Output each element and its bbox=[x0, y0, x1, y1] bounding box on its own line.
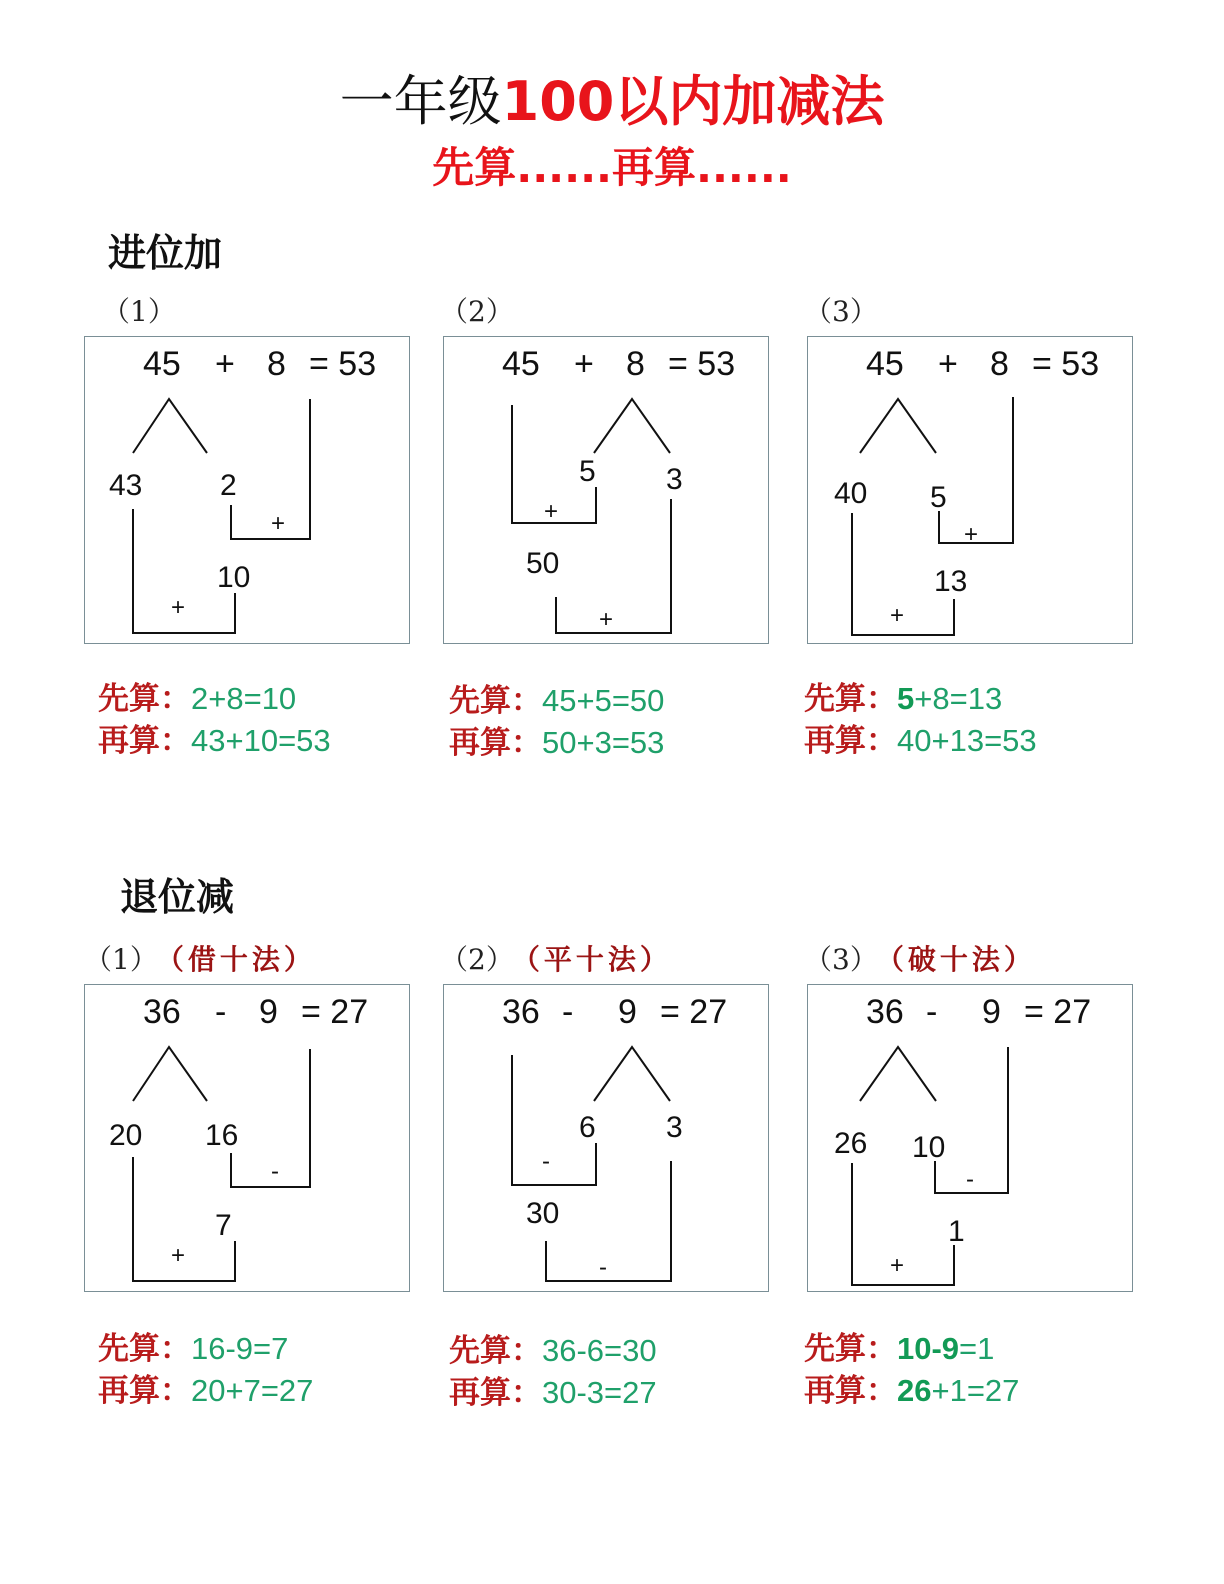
method-name: （平十法） bbox=[525, 943, 672, 976]
decomposition-diagram bbox=[84, 336, 410, 644]
decomposition-diagram bbox=[807, 984, 1133, 1292]
problem-number: （1） bbox=[84, 943, 158, 976]
equation-minuend: 36 bbox=[143, 993, 181, 1031]
connector-lines bbox=[512, 399, 671, 633]
equation-result: = 53 bbox=[668, 345, 736, 383]
step-equation bbox=[897, 1373, 1019, 1408]
step-equation: 30-3=27 bbox=[542, 1375, 657, 1410]
step-second bbox=[98, 720, 331, 762]
step-label: 再算： bbox=[804, 1373, 897, 1409]
diagram-svg bbox=[808, 337, 1134, 645]
section-title-borrow-sub: 退位减 bbox=[120, 874, 235, 919]
connector-lines bbox=[852, 397, 1013, 635]
step-equation: 20+7=27 bbox=[191, 1373, 314, 1408]
problem-label: （1） bbox=[102, 295, 176, 328]
connector-lines bbox=[133, 1047, 310, 1281]
operator-sign: + bbox=[171, 594, 186, 621]
split-left-number: 40 bbox=[834, 477, 868, 510]
solution-steps bbox=[804, 1328, 1019, 1412]
method-name: （破十法） bbox=[889, 943, 1036, 976]
split-right-number: 5 bbox=[930, 481, 947, 514]
step-first bbox=[449, 1330, 657, 1372]
split-right-number: 10 bbox=[912, 1131, 946, 1164]
intermediate-result: 1 bbox=[948, 1215, 965, 1248]
step-second bbox=[449, 722, 664, 764]
step-first bbox=[804, 1328, 1019, 1370]
step-label: 先算： bbox=[449, 683, 542, 719]
intermediate-result: 30 bbox=[526, 1197, 560, 1230]
operator-sign: + bbox=[890, 602, 905, 629]
section-title-carry-add: 进位加 bbox=[108, 230, 223, 275]
diagram-svg bbox=[808, 985, 1134, 1293]
intermediate-result: 7 bbox=[215, 1209, 232, 1242]
step-equation bbox=[897, 681, 1002, 716]
solution-steps bbox=[449, 680, 664, 764]
step-label: 先算： bbox=[98, 1331, 191, 1367]
equation-operator: - bbox=[926, 993, 938, 1031]
equation-operator: - bbox=[215, 993, 227, 1031]
step-label: 再算： bbox=[449, 725, 542, 761]
intermediate-result: 10 bbox=[217, 561, 251, 594]
split-right-number: 3 bbox=[666, 463, 683, 496]
operator-sign: - bbox=[271, 1158, 279, 1185]
equation-result: = 53 bbox=[1032, 345, 1100, 383]
step-equation: 36-6=30 bbox=[542, 1333, 657, 1368]
step-highlight: 10-9 bbox=[897, 1331, 960, 1366]
equation-result: = 27 bbox=[1024, 993, 1092, 1031]
solution-steps bbox=[804, 678, 1037, 762]
equation-result: = 27 bbox=[301, 993, 369, 1031]
equation-addend-b: 8 bbox=[626, 345, 645, 383]
operator-sign: + bbox=[890, 1252, 905, 1279]
step-first bbox=[804, 678, 1037, 720]
solution-steps bbox=[98, 1328, 313, 1412]
title-part-topic: 100以内加减法 bbox=[501, 70, 885, 133]
diagram-svg bbox=[85, 985, 411, 1293]
operator-sign: - bbox=[966, 1166, 974, 1193]
connector-lines bbox=[512, 1047, 671, 1281]
split-right-number: 3 bbox=[666, 1111, 683, 1144]
method-name: （借十法） bbox=[169, 943, 316, 976]
problem-number: （3） bbox=[804, 943, 878, 976]
intermediate-result: 13 bbox=[934, 565, 968, 598]
problem-number: （2） bbox=[440, 943, 514, 976]
page-subtitle: 先算......再算...... bbox=[432, 143, 792, 192]
step-label: 先算： bbox=[804, 681, 897, 717]
diagram-svg bbox=[444, 985, 770, 1293]
split-right-number: 2 bbox=[220, 469, 237, 502]
equation-subtrahend: 9 bbox=[259, 993, 278, 1031]
step-equation bbox=[897, 1331, 994, 1366]
equation-operator: + bbox=[574, 345, 594, 383]
step-first bbox=[98, 678, 331, 720]
problem-label: （2） bbox=[440, 295, 514, 328]
decomposition-diagram bbox=[807, 336, 1133, 644]
split-right-number: 16 bbox=[205, 1119, 239, 1152]
title-part-grade: 一年级 bbox=[339, 70, 502, 133]
step-second bbox=[98, 1370, 313, 1412]
step-second bbox=[804, 720, 1037, 762]
solution-steps bbox=[449, 1330, 657, 1414]
equation-addend-b: 8 bbox=[267, 345, 286, 383]
split-left-number: 6 bbox=[579, 1111, 596, 1144]
equation-operator: - bbox=[562, 993, 574, 1031]
connector-lines bbox=[852, 1047, 1008, 1285]
step-rest: =1 bbox=[959, 1331, 995, 1366]
step-second bbox=[449, 1372, 657, 1414]
diagram-svg bbox=[85, 337, 411, 645]
equation-addend-a: 45 bbox=[866, 345, 904, 383]
equation-operator: + bbox=[938, 345, 958, 383]
equation-addend-a: 45 bbox=[143, 345, 181, 383]
step-second bbox=[804, 1370, 1019, 1412]
step-equation: 45+5=50 bbox=[542, 683, 665, 718]
diagram-svg bbox=[444, 337, 770, 645]
equation-addend-b: 8 bbox=[990, 345, 1009, 383]
operator-sign: + bbox=[271, 510, 286, 537]
operator-sign: + bbox=[171, 1242, 186, 1269]
decomposition-diagram bbox=[443, 984, 769, 1292]
step-first bbox=[98, 1328, 313, 1370]
step-label: 再算： bbox=[98, 1373, 191, 1409]
step-first bbox=[449, 680, 664, 722]
equation-addend-a: 45 bbox=[502, 345, 540, 383]
problem-label bbox=[804, 938, 1036, 978]
equation-minuend: 36 bbox=[866, 993, 904, 1031]
step-equation: 43+10=53 bbox=[191, 723, 331, 758]
equation-operator: + bbox=[215, 345, 235, 383]
page-title bbox=[0, 70, 1224, 134]
step-label: 先算： bbox=[449, 1333, 542, 1369]
solution-steps bbox=[98, 678, 331, 762]
step-label: 再算： bbox=[98, 723, 191, 759]
operator-sign: + bbox=[964, 521, 979, 548]
step-highlight: 5 bbox=[897, 681, 915, 716]
split-left-number: 5 bbox=[579, 455, 596, 488]
step-equation: 40+13=53 bbox=[897, 723, 1037, 758]
operator-sign: - bbox=[542, 1148, 550, 1175]
split-left-number: 43 bbox=[109, 469, 143, 502]
step-label: 再算： bbox=[804, 723, 897, 759]
equation-result: = 27 bbox=[660, 993, 728, 1031]
split-left-number: 26 bbox=[834, 1127, 868, 1160]
operator-sign: - bbox=[599, 1254, 607, 1281]
step-label: 再算： bbox=[449, 1375, 542, 1411]
step-rest: +1=27 bbox=[931, 1373, 1020, 1408]
split-left-number: 20 bbox=[109, 1119, 143, 1152]
step-rest: +8=13 bbox=[914, 681, 1003, 716]
step-label: 先算： bbox=[804, 1331, 897, 1367]
intermediate-result: 50 bbox=[526, 547, 560, 580]
equation-minuend: 36 bbox=[502, 993, 540, 1031]
decomposition-diagram bbox=[443, 336, 769, 644]
step-equation: 16-9=7 bbox=[191, 1331, 289, 1366]
step-equation: 2+8=10 bbox=[191, 681, 297, 716]
operator-sign: + bbox=[544, 498, 559, 525]
decomposition-diagram bbox=[84, 984, 410, 1292]
equation-subtrahend: 9 bbox=[618, 993, 637, 1031]
problem-label bbox=[440, 938, 672, 978]
equation-subtrahend: 9 bbox=[982, 993, 1001, 1031]
step-highlight: 26 bbox=[897, 1373, 932, 1408]
problem-label bbox=[84, 938, 316, 978]
step-equation: 50+3=53 bbox=[542, 725, 665, 760]
step-label: 先算： bbox=[98, 681, 191, 717]
operator-sign: + bbox=[599, 606, 614, 633]
problem-label: （3） bbox=[804, 295, 878, 328]
equation-result: = 53 bbox=[309, 345, 377, 383]
